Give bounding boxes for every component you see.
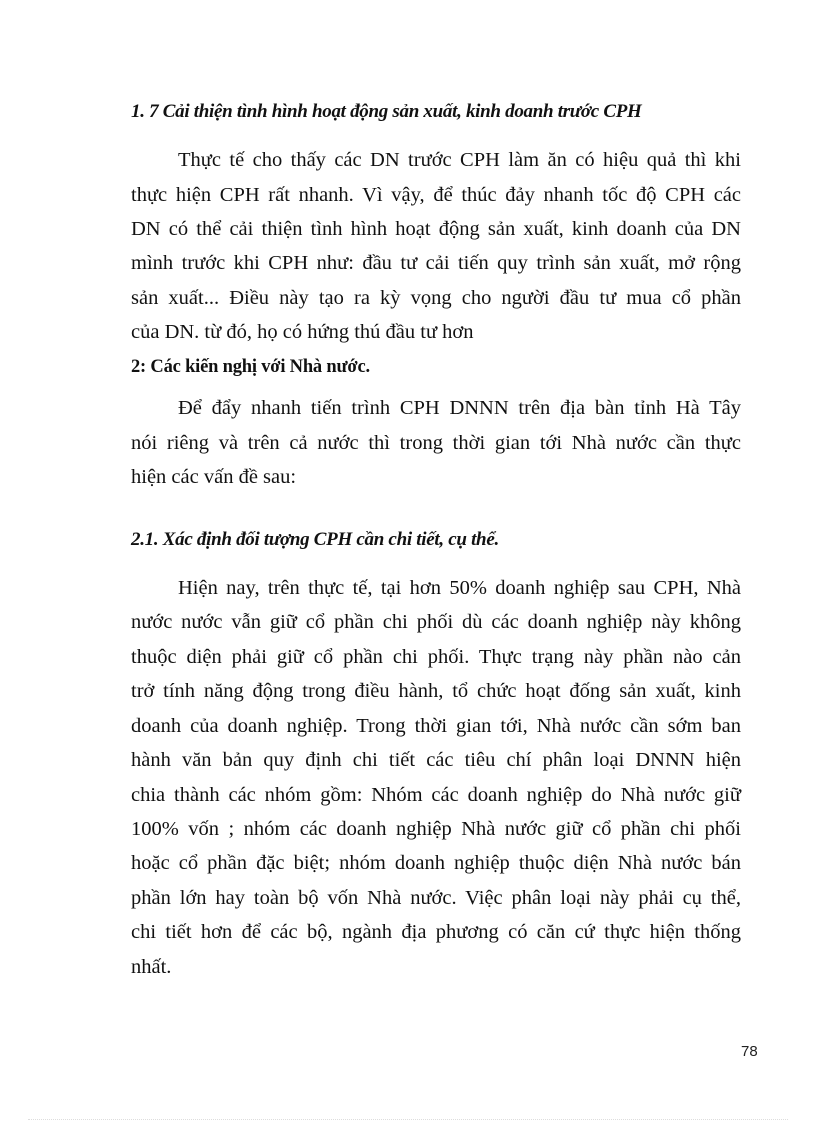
paragraph-line: mình trước khi CPH như: đầu tư cải tiến quy trình sản xuất, mở rộng — [131, 252, 741, 274]
paragraph-line: nói riêng và trên cả nước thì trong thời gian tới Nhà nước cần thực — [131, 432, 741, 454]
paragraph-line: hiện các vấn đề sau: — [131, 466, 297, 488]
paragraph-line: chia thành các nhóm gồm: Nhóm các doanh nghiệp do Nhà nước giữ — [131, 784, 741, 806]
paragraph-line: DN có thể cải thiện tình hình hoạt động sản xuất, kinh doanh của DN — [131, 218, 741, 240]
paragraph-line: hoặc cổ phần đặc biệt; nhóm doanh nghiệp thuộc diện Nhà nước bán — [131, 852, 741, 874]
page-edge-divider — [28, 1119, 788, 1120]
paragraph-line: chi tiết hơn để các bộ, ngành địa phương có căn cứ thực hiện thống — [131, 921, 741, 943]
paragraph-line: phần lớn hay toàn bộ vốn Nhà nước. Việc phân loại này phải cụ thể, — [131, 887, 741, 909]
paragraph-line: thực hiện CPH rất nhanh. Vì vậy, để thúc đảy nhanh tốc độ CPH các — [131, 184, 741, 206]
paragraph-line: hành văn bản quy định chi tiết các tiêu chí phân loại DNNN hiện — [131, 749, 741, 771]
paragraph-line: Để đẩy nhanh tiến trình CPH DNNN trên địa bàn tỉnh Hà Tây — [178, 397, 741, 419]
paragraph-line: trở tính năng động trong điều hành, tổ chức hoạt đống sản xuất, kinh — [131, 680, 741, 702]
paragraph-line: doanh của doanh nghiệp. Trong thời gian tới, Nhà nước cần sớm ban — [131, 715, 741, 737]
paragraph-line: nhất. — [131, 956, 172, 978]
paragraph-line: 100% vốn ; nhóm các doanh nghiệp Nhà nước giữ cổ phần chi phối — [131, 818, 741, 840]
page-number: 78 — [741, 1043, 758, 1060]
paragraph-line: sản xuất... Điều này tạo ra kỳ vọng cho người đầu tư mua cổ phần — [131, 287, 741, 309]
paragraph-line: Thực tế cho thấy các DN trước CPH làm ăn có hiệu quả thì khi — [178, 149, 741, 171]
section-2-1-heading: 2.1. Xác định đối tượng CPH cần chi tiết, cụ thể. — [131, 529, 499, 550]
paragraph-line: của DN. từ đó, họ có hứng thú đầu tư hơn — [131, 321, 474, 343]
paragraph-line: Hiện nay, trên thực tế, tại hơn 50% doanh nghiệp sau CPH, Nhà — [178, 577, 741, 599]
section-2-heading: 2: Các kiến nghị với Nhà nước. — [131, 357, 370, 377]
paragraph-line: nước nước vẫn giữ cổ phần chi phối dù các doanh nghiệp này không — [131, 611, 741, 633]
paragraph-line: thuộc diện phải giữ cổ phần chi phối. Thực trạng này phần nào cản — [131, 646, 741, 668]
section-1-7-heading: 1. 7 Cải thiện tình hình hoạt động sản xuất, kinh doanh trước CPH — [131, 101, 642, 122]
